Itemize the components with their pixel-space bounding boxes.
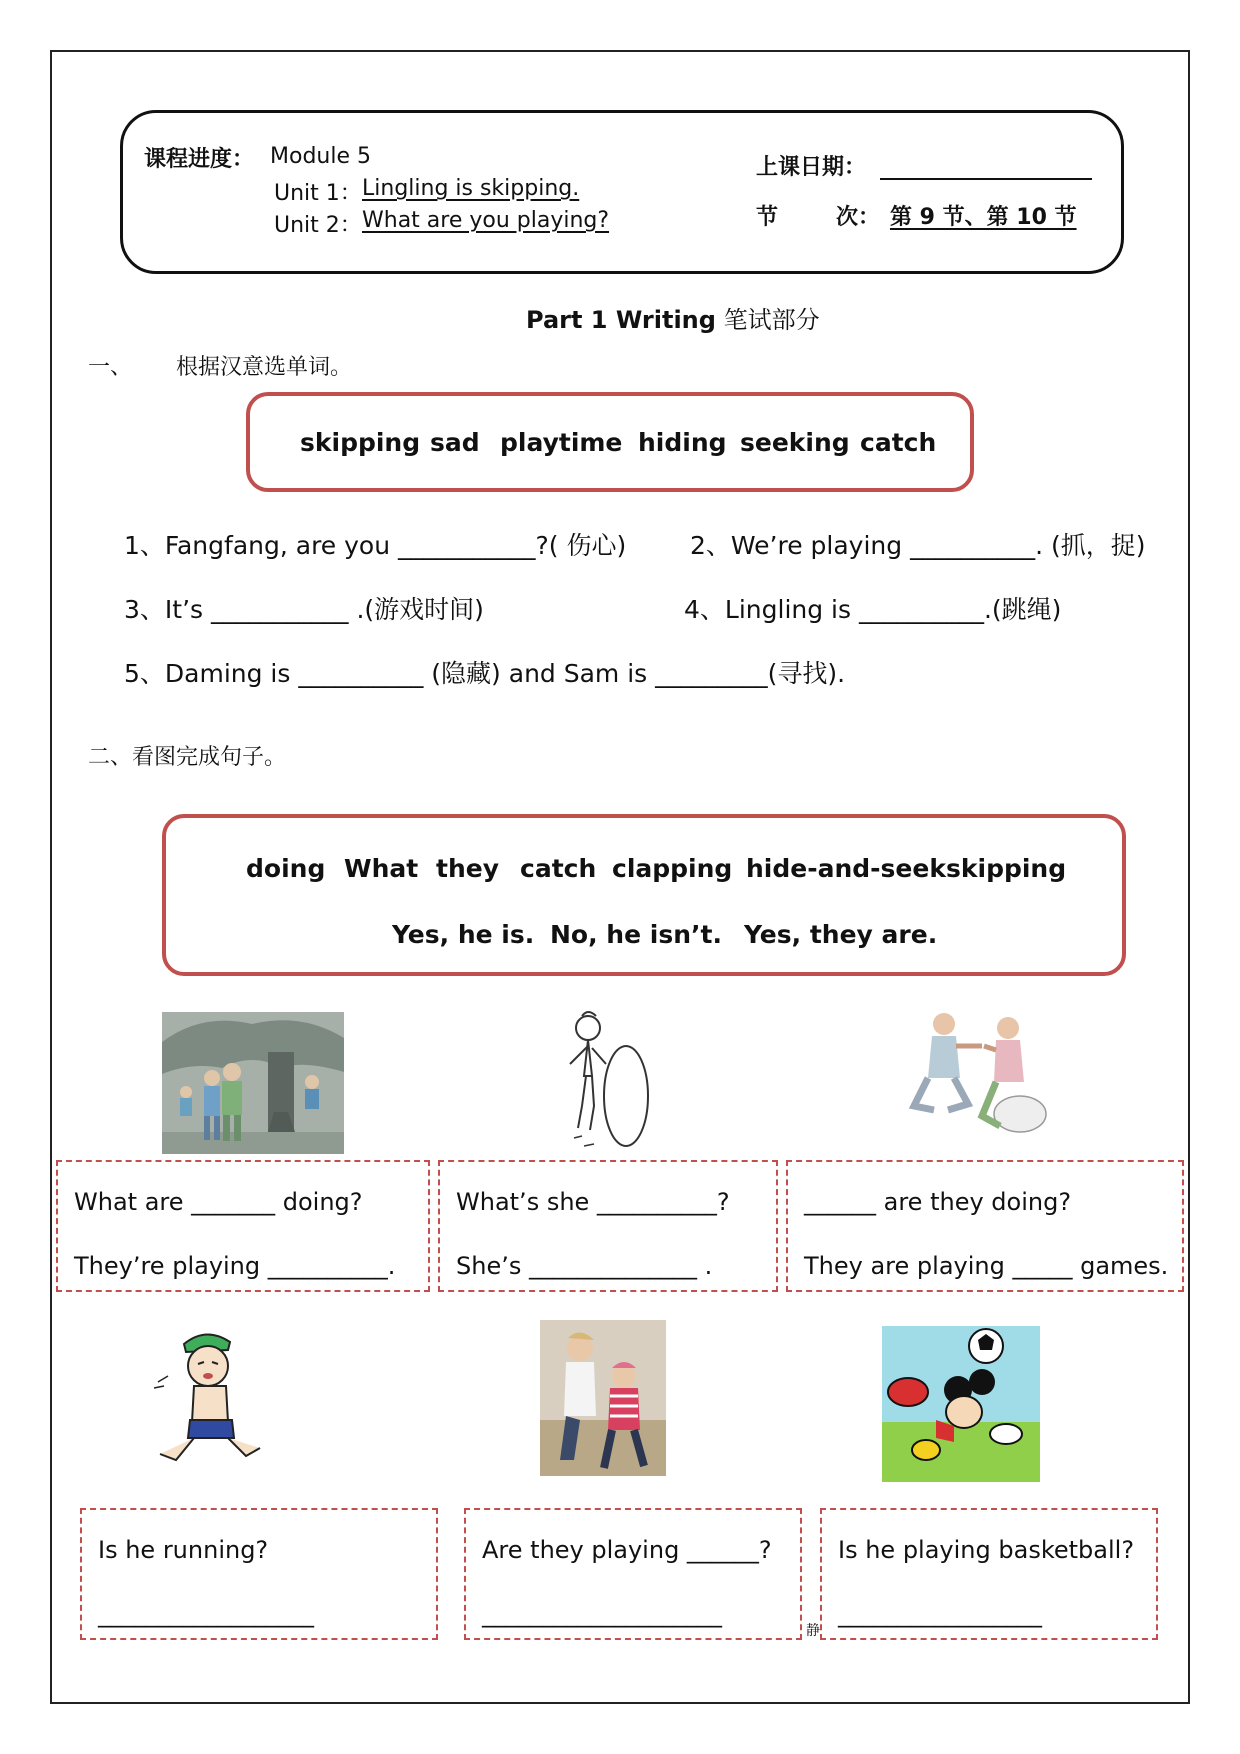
word-bank-item: What	[344, 854, 419, 883]
section1-number: 一、	[88, 355, 133, 380]
picture-skipping-girl	[548, 1006, 668, 1158]
picture-running-boy	[150, 1324, 286, 1476]
card-question: Is he running?	[98, 1536, 269, 1564]
section1-word-bank	[246, 392, 974, 492]
unit2-label: Unit 2：	[274, 213, 362, 238]
word-bank-item: skipping	[946, 854, 1067, 883]
section1-instruction: 根据汉意选单词。	[176, 355, 353, 380]
card-answer: They’re playing __________.	[74, 1252, 396, 1280]
word-bank-item: playtime	[500, 428, 623, 457]
section2-instruction: 二、看图完成句子。	[88, 745, 287, 770]
word-bank-item: Yes, they are.	[744, 920, 938, 949]
card-question: Are they playing ______?	[482, 1536, 772, 1564]
question-5: 5、Daming is __________ (隐藏) and Sam is _________(寻找).	[124, 659, 846, 688]
exercise-card-2	[438, 1160, 778, 1292]
word-bank-item: catch	[860, 428, 937, 457]
question-4: 4、Lingling is __________.(跳绳)	[684, 595, 1062, 624]
word-bank-item: hide-and-seek	[746, 854, 946, 883]
session-label-a: 节	[756, 205, 779, 230]
part-title: Part 1 Writing	[526, 306, 716, 334]
session-label-b: 次：	[836, 205, 881, 230]
word-bank-item: skipping	[300, 428, 421, 457]
word-bank-item: sad	[430, 428, 480, 457]
part-title-cn: 笔试部分	[723, 306, 820, 334]
section2-word-bank	[162, 814, 1126, 976]
picture-mickey-football	[882, 1326, 1040, 1482]
date-blank-line	[880, 178, 1092, 180]
word-bank-item: doing	[246, 854, 326, 883]
module-name: Module 5	[270, 144, 371, 169]
question-2: 2、We’re playing __________. (抓，捉)	[690, 531, 1146, 560]
picture-hide-and-seek	[162, 1012, 344, 1154]
card-answer: ____________________	[482, 1600, 722, 1628]
course-header-box	[120, 110, 1124, 274]
question-3: 3、It’s ___________ .(游戏时间)	[124, 595, 484, 624]
picture-mother-daughter-running	[540, 1320, 666, 1476]
unit1-label: Unit 1：	[274, 181, 362, 206]
word-bank-item: clapping	[612, 854, 733, 883]
word-bank-item: Yes, he is.	[392, 920, 535, 949]
date-label: 上课日期：	[756, 155, 867, 180]
unit1-title: Lingling is skipping.	[362, 176, 580, 201]
part-title-line	[526, 300, 820, 335]
word-bank-item: catch	[520, 854, 597, 883]
exercise-card-5	[464, 1508, 802, 1640]
card-answer: _________________	[838, 1600, 1042, 1628]
stamp-glyph: 静	[806, 1623, 820, 1639]
word-bank-item: hiding	[638, 428, 727, 457]
card-question: What are _______ doing?	[74, 1188, 363, 1216]
picture-clapping-children	[904, 1006, 1056, 1154]
card-question: ______ are they doing?	[804, 1188, 1072, 1216]
exercise-card-1	[56, 1160, 430, 1292]
exercise-card-4	[80, 1508, 438, 1640]
card-question: Is he playing basketball?	[838, 1536, 1135, 1564]
exercise-card-3	[786, 1160, 1184, 1292]
card-answer: She’s ______________ .	[456, 1252, 713, 1280]
progress-label: 课程进度：	[144, 147, 255, 172]
word-bank-item: No, he isn’t.	[550, 920, 722, 949]
word-bank-item: seeking	[740, 428, 850, 457]
exercise-card-6	[820, 1508, 1158, 1640]
question-1: 1、Fangfang, are you ___________?( 伤心)	[124, 531, 627, 560]
card-answer: They are playing _____ games.	[804, 1252, 1169, 1280]
session-value: 第 9 节、第 10 节	[890, 205, 1077, 230]
word-bank-item: they	[436, 854, 500, 883]
card-question: What’s she __________?	[456, 1188, 730, 1216]
unit2-title: What are you playing?	[362, 208, 610, 233]
card-answer: __________________	[98, 1600, 314, 1628]
